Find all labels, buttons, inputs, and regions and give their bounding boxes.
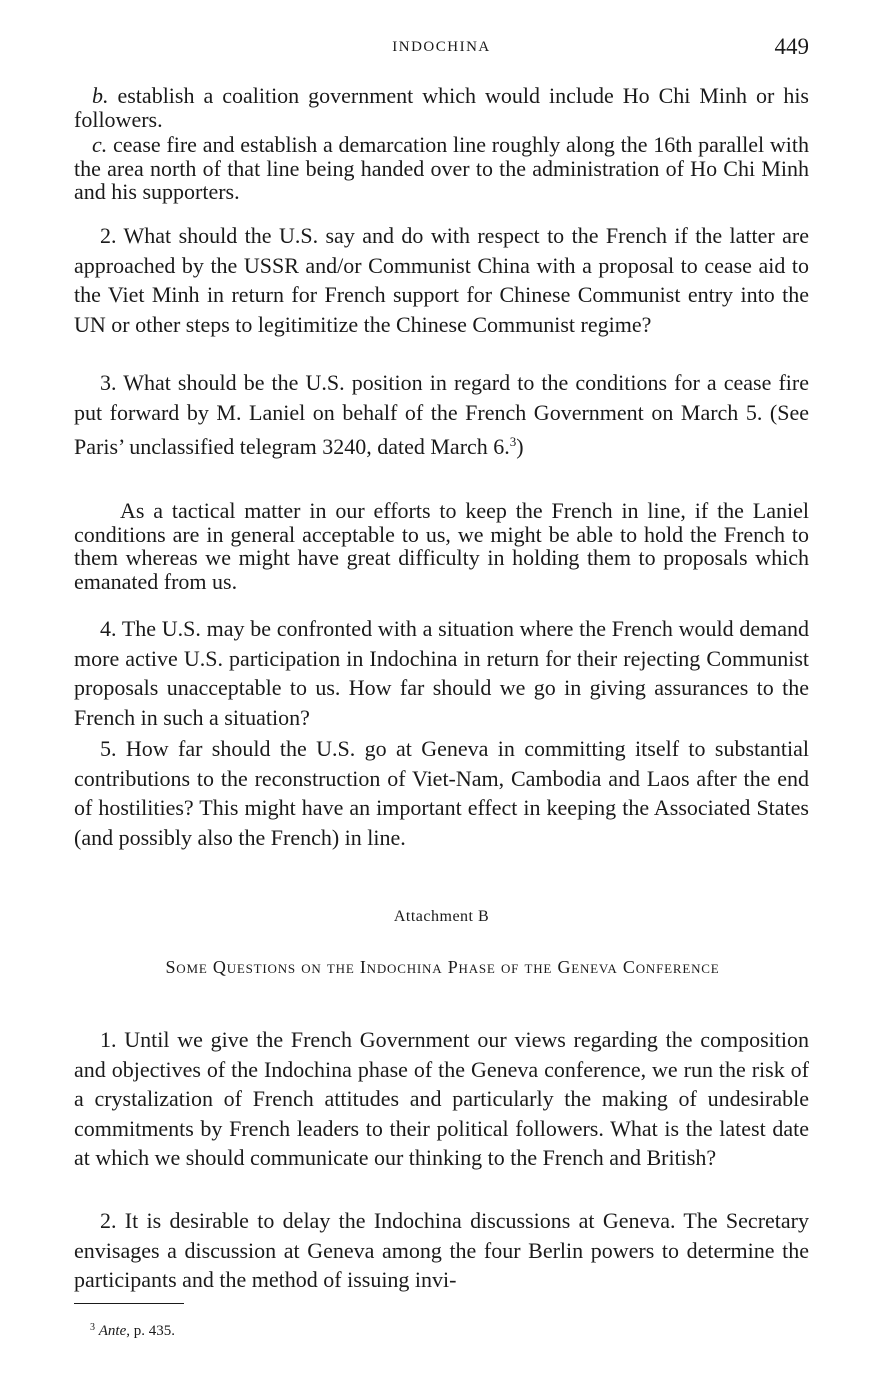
list-item-c-text: cease fire and establish a demarcation line roughly along the 16th parallel with the area north of that line being handed over to the administration of Ho Chi Minh and his supporters. bbox=[74, 132, 809, 204]
running-title: INDOCHINA bbox=[392, 39, 491, 55]
paragraph-1: 1. Until we give the French Government our views regarding the composition and objectives of the Indochina phase of the Geneva conference, we run the risk of a crystalization of French attitudes and particularly the making of undesirable commitments by French leaders to their political followers. What is the latest date at which we should communicate our thinking to the French and British? bbox=[74, 1027, 809, 1171]
footnote-ref: Ante bbox=[98, 1323, 127, 1339]
footnote-marker: 3 bbox=[90, 1322, 95, 1333]
question-4: 4. The U.S. may be confronted with a situation where the French would demand more active U.S. participation in Indochina in return for their rejecting Communist proposals unacceptable to us. How far should we go in giving assurances to the French in such a situation? bbox=[74, 616, 809, 730]
list-item-b-text: establish a coalition government which would include Ho Chi Minh or his followers. bbox=[74, 83, 809, 132]
page-number: 449 bbox=[774, 34, 809, 59]
footnote-reference: 3 bbox=[509, 434, 517, 450]
question-3 bbox=[74, 368, 809, 462]
footnote-text: , p. 435. bbox=[126, 1323, 175, 1339]
footnote bbox=[90, 1322, 175, 1340]
list-item-c bbox=[74, 133, 809, 204]
question-3-note: As a tactical matter in our efforts to keep the French in line, if the Laniel conditions are in general acceptable to us, we might be able to hold the French to them whereas we might have great difficulty in holding them to proposals which emanated from us. bbox=[74, 498, 809, 594]
section-heading: Some Questions on the Indochina Phase of the Geneva Conference bbox=[165, 957, 720, 977]
footnote-rule bbox=[74, 1303, 184, 1304]
question-3-close: ) bbox=[516, 434, 524, 460]
list-item-b-letter: b. bbox=[92, 83, 109, 108]
running-head bbox=[74, 36, 809, 66]
question-3-text: 3. What should be the U.S. position in regard to the conditions for a cease fire put forward by M. Laniel on behalf of the French Government on March 5. (See Paris’ unclassified telegram 3240, dated March 6. bbox=[74, 370, 809, 460]
paragraph-2: 2. It is desirable to delay the Indochina discussions at Geneva. The Secretary envisages a discussion at Geneva among the four Berlin powers to determine the participants and the method of issuing invi- bbox=[74, 1208, 809, 1293]
attachment-label: Attachment B bbox=[393, 908, 490, 925]
question-2: 2. What should the U.S. say and do with respect to the French if the latter are approached by the USSR and/or Communist China with a proposal to cease aid to the Viet Minh in return for French support for Chinese Communist entry into the UN or other steps to legitimitize the Chinese Communist regime? bbox=[74, 223, 809, 337]
list-item-c-letter: c. bbox=[92, 132, 108, 157]
question-5: 5. How far should the U.S. go at Geneva in committing itself to substantial contributions to the reconstruction of Viet-Nam, Cambodia and Laos after the end of hostilities? This might have an important effect in keeping the Associated States (and possibly also the French) in line. bbox=[74, 736, 809, 850]
list-item-b bbox=[74, 84, 809, 131]
